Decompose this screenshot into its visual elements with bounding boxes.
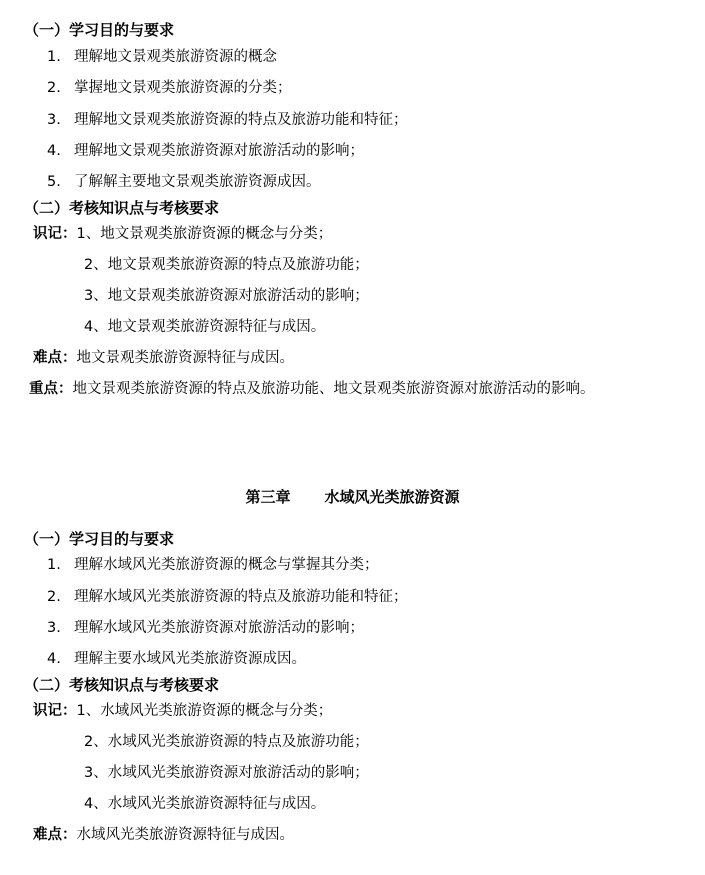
list-number: 2. — [47, 589, 61, 605]
list-item — [47, 587, 408, 607]
chapter-number: 第三章 — [245, 488, 291, 506]
difficulty-row — [33, 825, 294, 845]
key-label: 重点： — [29, 380, 73, 397]
list-number: 5. — [47, 174, 61, 190]
list-text: 理解地文景观类旅游资源对旅游活动的影响； — [74, 143, 364, 159]
list-item — [47, 78, 292, 98]
objectives-heading: （一）学习目的与要求 — [24, 21, 175, 39]
list-item — [47, 618, 364, 638]
recall-item: 2、地文景观类旅游资源的特点及旅游功能； — [84, 257, 369, 273]
key-text: 地文景观类旅游资源的特点及旅游功能、地文景观类旅游资源对旅游活动的影响。 — [72, 381, 595, 397]
list-item — [47, 110, 408, 130]
list-text: 理解主要水域风光类旅游资源成因。 — [74, 651, 306, 667]
recall-label: 识记： — [33, 702, 77, 719]
list-item — [47, 172, 321, 192]
list-item — [47, 555, 379, 575]
difficulty-text: 水域风光类旅游资源特征与成因。 — [76, 827, 294, 843]
list-number: 3. — [47, 620, 61, 636]
difficulty-text: 地文景观类旅游资源特征与成因。 — [76, 350, 294, 366]
list-number: 2. — [47, 80, 61, 96]
list-text: 理解水域风光类旅游资源的概念与掌握其分类； — [74, 557, 379, 573]
list-number: 4. — [47, 651, 61, 667]
list-number: 1. — [47, 49, 61, 65]
recall-item: 3、地文景观类旅游资源对旅游活动的影响； — [84, 288, 369, 304]
list-item — [47, 649, 306, 669]
chapter-name: 水域风光类旅游资源 — [324, 488, 460, 506]
list-text: 理解地文景观类旅游资源的特点及旅游功能和特征； — [74, 112, 408, 128]
list-text: 掌握地文景观类旅游资源的分类； — [74, 80, 292, 96]
list-number: 3. — [47, 112, 61, 128]
key-row — [29, 379, 595, 399]
difficulty-label: 难点： — [33, 826, 77, 843]
recall-item: 1、地文景观类旅游资源的概念与分类； — [76, 226, 333, 242]
recall-item: 2、水域风光类旅游资源的特点及旅游功能； — [84, 734, 369, 750]
recall-row — [33, 224, 332, 244]
chapter-title — [0, 487, 705, 507]
list-text: 理解水域风光类旅游资源对旅游活动的影响； — [74, 620, 364, 636]
difficulty-row — [33, 348, 294, 368]
exam-heading: （二）考核知识点与考核要求 — [24, 199, 220, 217]
exam-heading: （二）考核知识点与考核要求 — [24, 676, 220, 694]
list-text: 理解地文景观类旅游资源的概念 — [74, 49, 277, 65]
recall-item: 1、水域风光类旅游资源的概念与分类； — [76, 703, 333, 719]
difficulty-label: 难点： — [33, 349, 77, 366]
recall-item: 4、地文景观类旅游资源特征与成因。 — [84, 319, 326, 335]
recall-row — [33, 701, 332, 721]
list-item — [47, 47, 277, 67]
list-text: 了解解主要地文景观类旅游资源成因。 — [74, 174, 321, 190]
list-number: 1. — [47, 557, 61, 573]
list-number: 4. — [47, 143, 61, 159]
list-item — [47, 141, 364, 161]
recall-label: 识记： — [33, 225, 77, 242]
recall-item: 3、水域风光类旅游资源对旅游活动的影响； — [84, 765, 369, 781]
list-text: 理解水域风光类旅游资源的特点及旅游功能和特征； — [74, 589, 408, 605]
recall-item: 4、水域风光类旅游资源特征与成因。 — [84, 796, 326, 812]
objectives-heading: （一）学习目的与要求 — [24, 530, 175, 548]
